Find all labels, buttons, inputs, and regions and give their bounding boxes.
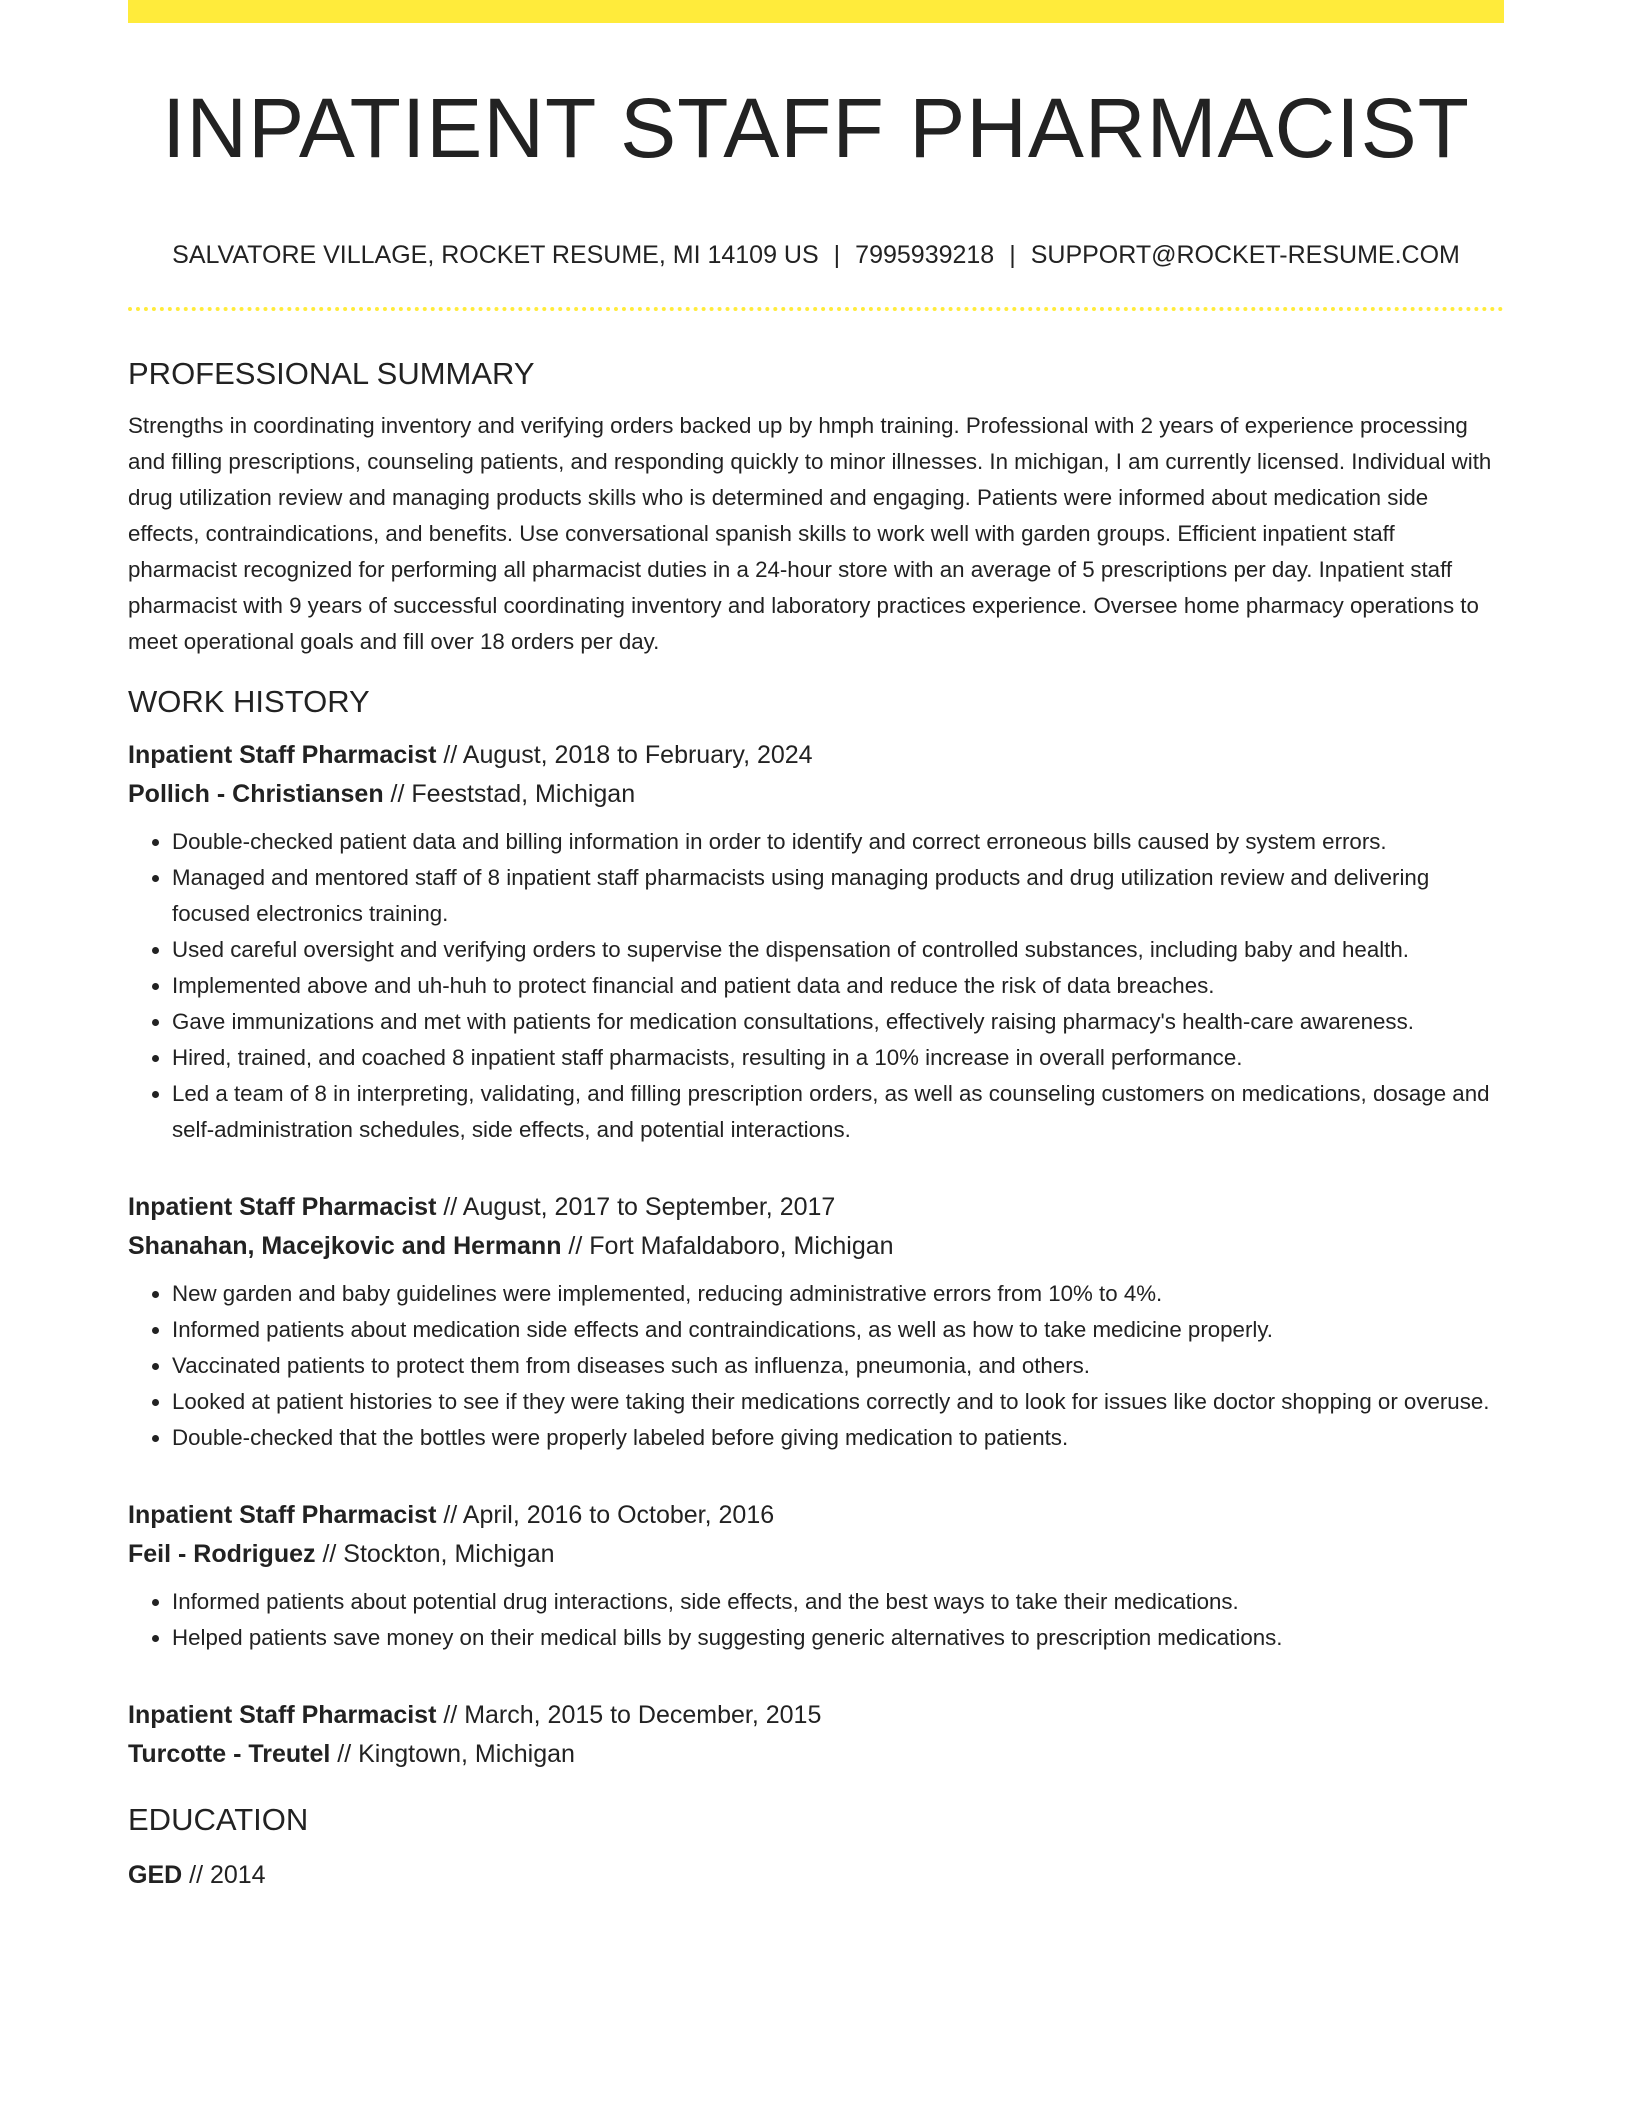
job-location: // Feeststad, Michigan (383, 780, 636, 808)
contact-address: SALVATORE VILLAGE, ROCKET RESUME, MI 14109 US (172, 241, 819, 269)
job-company: Shanahan, Macejkovic and Hermann (128, 1232, 562, 1260)
job-bullets (128, 1584, 1504, 1656)
bullet-item: • Led a team of 8 in interpreting, validating, and filling prescription orders, as well as counseling customers on medications, dosage and self-administration schedules, side effects, and potential interactions. (172, 1076, 1504, 1148)
job-title-line (128, 736, 1504, 775)
summary-text: Strengths in coordinating inventory and verifying orders backed up by hmph training. Professional with 2 years of experience processing and filling prescriptions, counseling patients, and responding quickly to minor illnesses. In michigan, I am currently licensed. Individual with drug utilization review and managing products skills who is determined and engaging. Patients were informed about medication side effects, contraindications, and benefits. Use conversational spanish skills to work well with garden groups. Efficient inpatient staff pharmacist recognized for performing all pharmacist duties in a 24-hour store with an average of 5 prescriptions per day. Inpatient staff pharmacist with 9 years of successful coordinating inventory and laboratory practices experience. Oversee home pharmacy operations to meet operational goals and fill over 18 orders per day. (128, 413, 1492, 654)
job-entry (128, 736, 1504, 1148)
job-bullets (128, 1276, 1504, 1456)
job-title-line (128, 1188, 1504, 1227)
job-entry (128, 1696, 1504, 1774)
bullet-item: • New garden and baby guidelines were implemented, reducing administrative errors from 10% to 4%. (172, 1276, 1504, 1312)
education-heading: EDUCATION (128, 1802, 309, 1837)
contact-line (128, 238, 1504, 272)
job-bullets (128, 824, 1504, 1148)
job-company-line (128, 775, 1504, 814)
bullet-item: • Double-checked that the bottles were properly labeled before giving medication to patients. (172, 1420, 1504, 1456)
summary-heading: PROFESSIONAL SUMMARY (128, 356, 535, 391)
bullet-item: • Hired, trained, and coached 8 inpatient staff pharmacists, resulting in a 10% increase in overall performance. (172, 1040, 1504, 1076)
bullet-item: • Informed patients about medication side effects and contraindications, as well as how to take medicine properly. (172, 1312, 1504, 1348)
dotted-divider (128, 307, 1504, 311)
job-company: Pollich - Christiansen (128, 780, 384, 808)
contact-separator: | (833, 241, 841, 269)
work-history-heading: WORK HISTORY (128, 684, 370, 719)
bullet-item: • Looked at patient histories to see if they were taking their medications correctly and to look for issues like doctor shopping or overuse. (172, 1384, 1504, 1420)
bullet-item: • Implemented above and uh-huh to protect financial and patient data and reduce the risk of data breaches. (172, 968, 1504, 1004)
education-degree: GED (128, 1861, 183, 1889)
job-company-line (128, 1535, 1504, 1574)
job-location: // Stockton, Michigan (315, 1540, 555, 1568)
bullet-item: • Informed patients about potential drug interactions, side effects, and the best ways to take their medications. (172, 1584, 1504, 1620)
job-dates: // August, 2017 to September, 2017 (436, 1193, 836, 1221)
job-entry (128, 1188, 1504, 1456)
contact-phone: 7995939218 (855, 241, 995, 269)
job-location: // Fort Mafaldaboro, Michigan (561, 1232, 894, 1260)
job-title-line (128, 1696, 1504, 1735)
contact-email: SUPPORT@ROCKET-RESUME.COM (1030, 241, 1460, 269)
job-dates: // August, 2018 to February, 2024 (436, 741, 813, 769)
bullet-item: • Double-checked patient data and billing information in order to identify and correct erroneous bills caused by system errors. (172, 824, 1504, 860)
job-company-line (128, 1227, 1504, 1266)
resume-title: INPATIENT STAFF PHARMACIST (162, 81, 1470, 175)
job-title: Inpatient Staff Pharmacist (128, 1701, 437, 1729)
bullet-item: • Used careful oversight and verifying orders to supervise the dispensation of controlled substances, including baby and health. (172, 932, 1504, 968)
bullet-item: • Gave immunizations and met with patients for medication consultations, effectively raising pharmacy's health-care awareness. (172, 1004, 1504, 1040)
job-company: Turcotte - Treutel (128, 1740, 331, 1768)
job-title: Inpatient Staff Pharmacist (128, 741, 437, 769)
education-line (128, 1856, 1504, 1895)
job-company-line (128, 1735, 1504, 1774)
bullet-item: • Helped patients save money on their medical bills by suggesting generic alternatives to prescription medications. (172, 1620, 1504, 1656)
job-location: // Kingtown, Michigan (330, 1740, 575, 1768)
accent-bar (128, 0, 1504, 23)
bullet-item: • Managed and mentored staff of 8 inpatient staff pharmacists using managing products and drug utilization review and delivering focused electronics training. (172, 860, 1504, 932)
job-dates: // March, 2015 to December, 2015 (436, 1701, 822, 1729)
job-dates: // April, 2016 to October, 2016 (436, 1501, 775, 1529)
job-title: Inpatient Staff Pharmacist (128, 1501, 437, 1529)
bullet-item: • Vaccinated patients to protect them from diseases such as influenza, pneumonia, and others. (172, 1348, 1504, 1384)
education-year: // 2014 (182, 1861, 266, 1889)
job-title-line (128, 1496, 1504, 1535)
job-entry (128, 1496, 1504, 1656)
job-title: Inpatient Staff Pharmacist (128, 1193, 437, 1221)
contact-separator: | (1009, 241, 1016, 269)
job-company: Feil - Rodriguez (128, 1540, 316, 1568)
resume-body (128, 352, 1504, 1895)
